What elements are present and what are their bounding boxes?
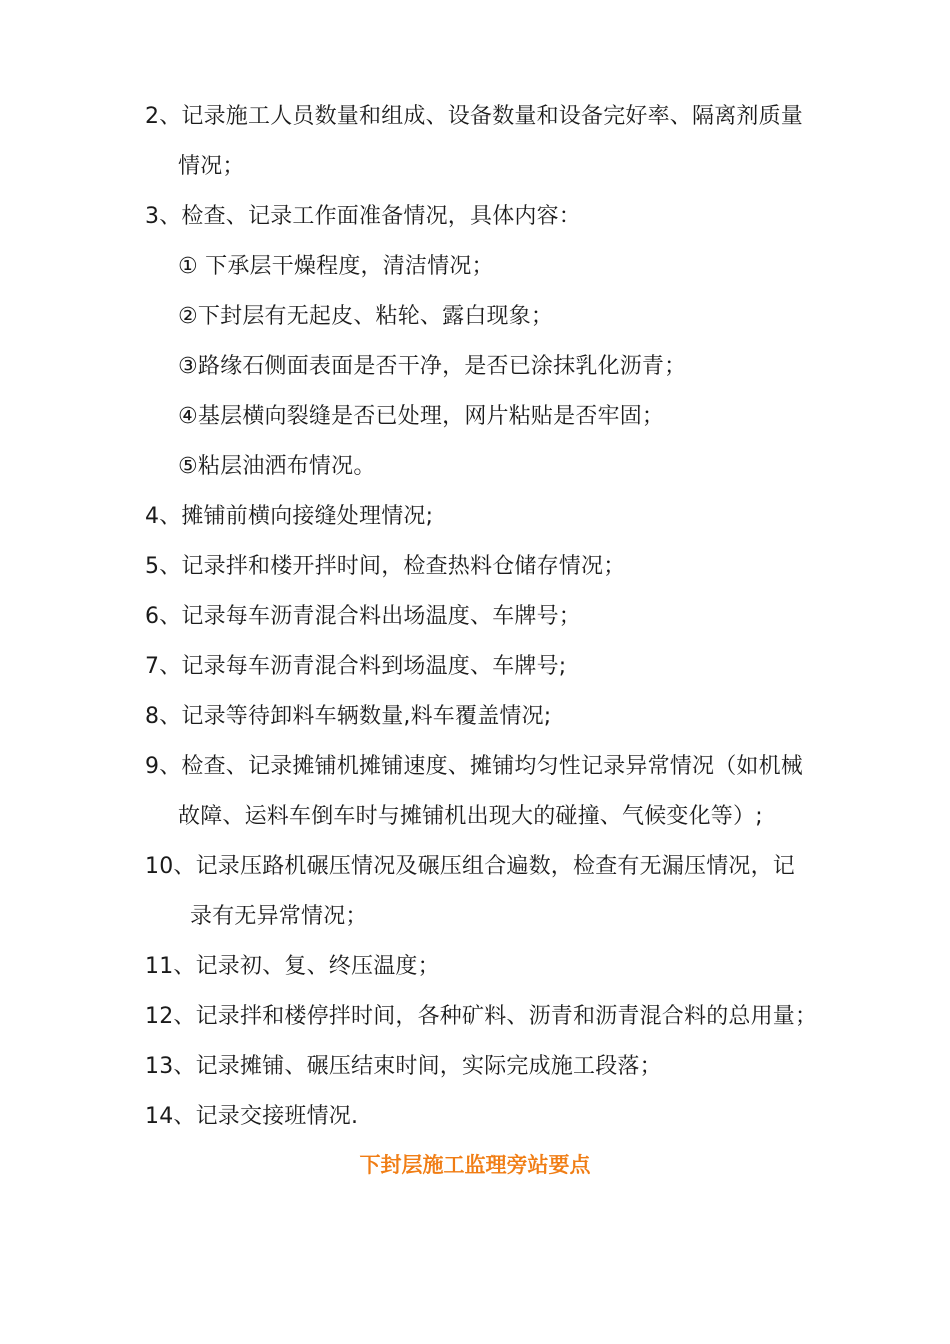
subitem-2: ②下封层有无起皮、粘轮、露白现象； — [178, 304, 554, 329]
item-6: 6、记录每车沥青混合料出场温度、车牌号； — [145, 604, 581, 629]
item-11: 11、记录初、复、终压温度； — [145, 954, 440, 979]
item-2-line-1: 2、记录施工人员数量和组成、设备数量和设备完好率、隔离剂质量 — [145, 104, 803, 129]
item-10-line-1: 10、记录压路机碾压情况及碾压组合遍数，检查有无漏压情况，记 — [145, 854, 795, 879]
item-9-line-1: 9、检查、记录摊铺机摊铺速度、摊铺均匀性记录异常情况（如机械 — [145, 754, 803, 779]
item-14: 14、记录交接班情况. — [145, 1104, 359, 1129]
item-8: 8、记录等待卸料车辆数量,料车覆盖情况; — [145, 704, 552, 729]
item-13: 13、记录摊铺、碾压结束时间，实际完成施工段落； — [145, 1054, 662, 1079]
item-4: 4、摊铺前横向接缝处理情况; — [145, 504, 434, 529]
item-12: 12、记录拌和楼停拌时间，各种矿料、沥青和沥青混合料的总用量； — [145, 1004, 818, 1029]
item-2-line-2: 情况； — [178, 154, 245, 179]
item-3: 3、检查、记录工作面准备情况，具体内容： — [145, 204, 581, 229]
item-10-line-2: 录有无异常情况； — [190, 904, 368, 929]
item-9-line-2: 故障、运料车倒车时与摊铺机出现大的碰撞、气候变化等）; — [178, 804, 763, 829]
subitem-3: ③路缘石侧面表面是否干净，是否已涂抹乳化沥青； — [178, 354, 687, 379]
subitem-4: ④基层横向裂缝是否已处理，网片粘贴是否牢固； — [178, 404, 665, 429]
item-7: 7、记录每车沥青混合料到场温度、车牌号; — [145, 654, 567, 679]
item-5: 5、记录拌和楼开拌时间，检查热料仓储存情况； — [145, 554, 626, 579]
subitem-5: ⑤粘层油洒布情况。 — [178, 454, 376, 479]
section-heading: 下封层施工监理旁站要点 — [359, 1153, 591, 1177]
subitem-1: ① 下承层干燥程度，清洁情况； — [178, 254, 494, 279]
